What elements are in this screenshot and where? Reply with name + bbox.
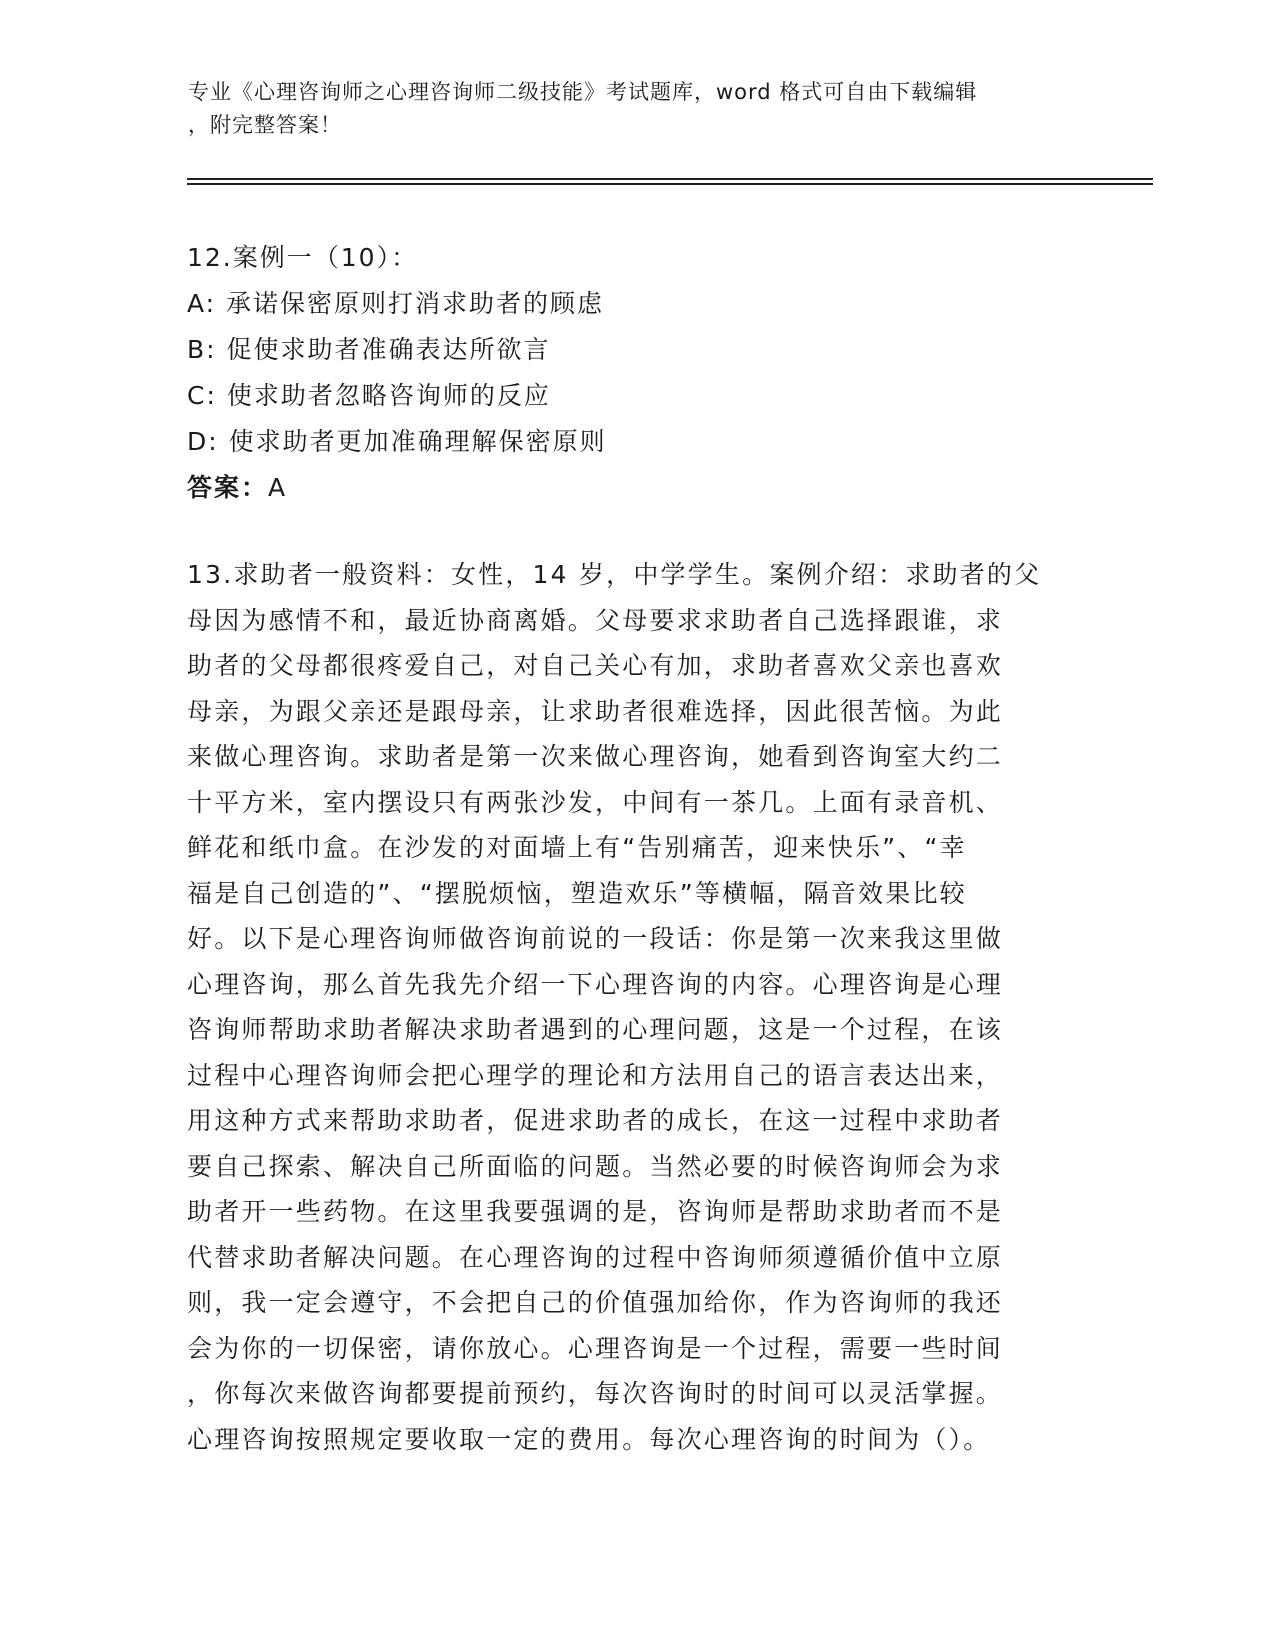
question-13-line: 咨询师帮助求助者解决求助者遇到的心理问题，这是一个过程，在该 xyxy=(187,1015,1004,1044)
answer-label: 答案： xyxy=(187,473,269,502)
question-13-line: 母因为感情不和，最近协商离婚。父母要求求助者自己选择跟谁，求 xyxy=(187,605,1004,635)
question-13-line: 鲜花和纸巾盒。在沙发的对面墙上有“告别痛苦，迎来快乐”、“幸 xyxy=(187,833,967,862)
question-13-line: 母亲，为跟父亲还是跟母亲，让求助者很难选择，因此很苦恼。为此 xyxy=(187,696,1004,726)
header-divider-top xyxy=(187,178,1153,180)
question-13-line: 代替求助者解决问题。在心理咨询的过程中咨询师须遵循价值中立原 xyxy=(187,1242,1004,1272)
question-12-option-d: D: 使求助者更加准确理解保密原则 xyxy=(187,427,607,456)
answer-value: A xyxy=(268,473,288,502)
question-12-answer xyxy=(187,465,1087,511)
question-13-line: 好。以下是心理咨询师做咨询前说的一段话：你是第一次来我这里做 xyxy=(187,924,1004,953)
question-13-line: 13.求助者一般资料：女性，14 岁，中学学生。案例介绍：求助者的父 xyxy=(187,560,1042,589)
question-13-line: 会为你的一切保密，请你放心。心理咨询是一个过程，需要一些时间 xyxy=(187,1333,1004,1363)
question-13-line: 要自己探索、解决自己所面临的问题。当然必要的时候咨询师会为求 xyxy=(187,1151,1004,1181)
header-line-2: ，附完整答案！ xyxy=(188,113,342,137)
question-12-option-c: C: 使求助者忽略咨询师的反应 xyxy=(187,381,551,410)
question-13-line: 心理咨询，那么首先我先介绍一下心理咨询的内容。心理咨询是心理 xyxy=(187,969,1004,999)
question-13-line: 来做心理咨询。求助者是第一次来做心理咨询，她看到咨询室大约二 xyxy=(187,742,1004,771)
question-13-line: 用这种方式来帮助求助者，促进求助者的成长，在这一过程中求助者 xyxy=(187,1106,1004,1135)
question-13-line: ，你每次来做咨询都要提前预约，每次咨询时的时间可以灵活掌握。 xyxy=(187,1379,1004,1408)
question-13-line: 十平方米，室内摆设只有两张沙发，中间有一茶几。上面有录音机、 xyxy=(187,787,1004,817)
question-13-line: 心理咨询按照规定要收取一定的费用。每次心理咨询的时间为（）。 xyxy=(187,1424,991,1454)
question-13-line: 福是自己创造的”、“摆脱烦恼，塑造欢乐”等横幅，隔音效果比较 xyxy=(187,878,967,908)
question-12-option-a: A: 承诺保密原则打消求助者的顾虑 xyxy=(187,289,605,318)
header-line-1: 专业《心理咨询师之心理咨询师二级技能》考试题库，word 格式可自由下载编辑 xyxy=(188,80,978,104)
question-12-title: 12.案例一（10）： xyxy=(187,243,419,272)
header-divider-bottom xyxy=(187,183,1153,185)
question-13-line: 过程中心理咨询师会把心理学的理论和方法用自己的语言表达出来， xyxy=(187,1060,1004,1090)
question-13-line: 则，我一定会遵守，不会把自己的价值强加给你，作为咨询师的我还 xyxy=(187,1288,1004,1317)
question-12 xyxy=(187,235,1087,511)
question-13 xyxy=(187,552,1087,1462)
question-13-line: 助者开一些药物。在这里我要强调的是，咨询师是帮助求助者而不是 xyxy=(187,1197,1004,1226)
question-12-option-b: B: 促使求助者准确表达所欲言 xyxy=(187,335,551,364)
document-header xyxy=(188,76,1088,142)
question-13-line: 助者的父母都很疼爱自己，对自己关心有加，求助者喜欢父亲也喜欢 xyxy=(187,651,1004,680)
